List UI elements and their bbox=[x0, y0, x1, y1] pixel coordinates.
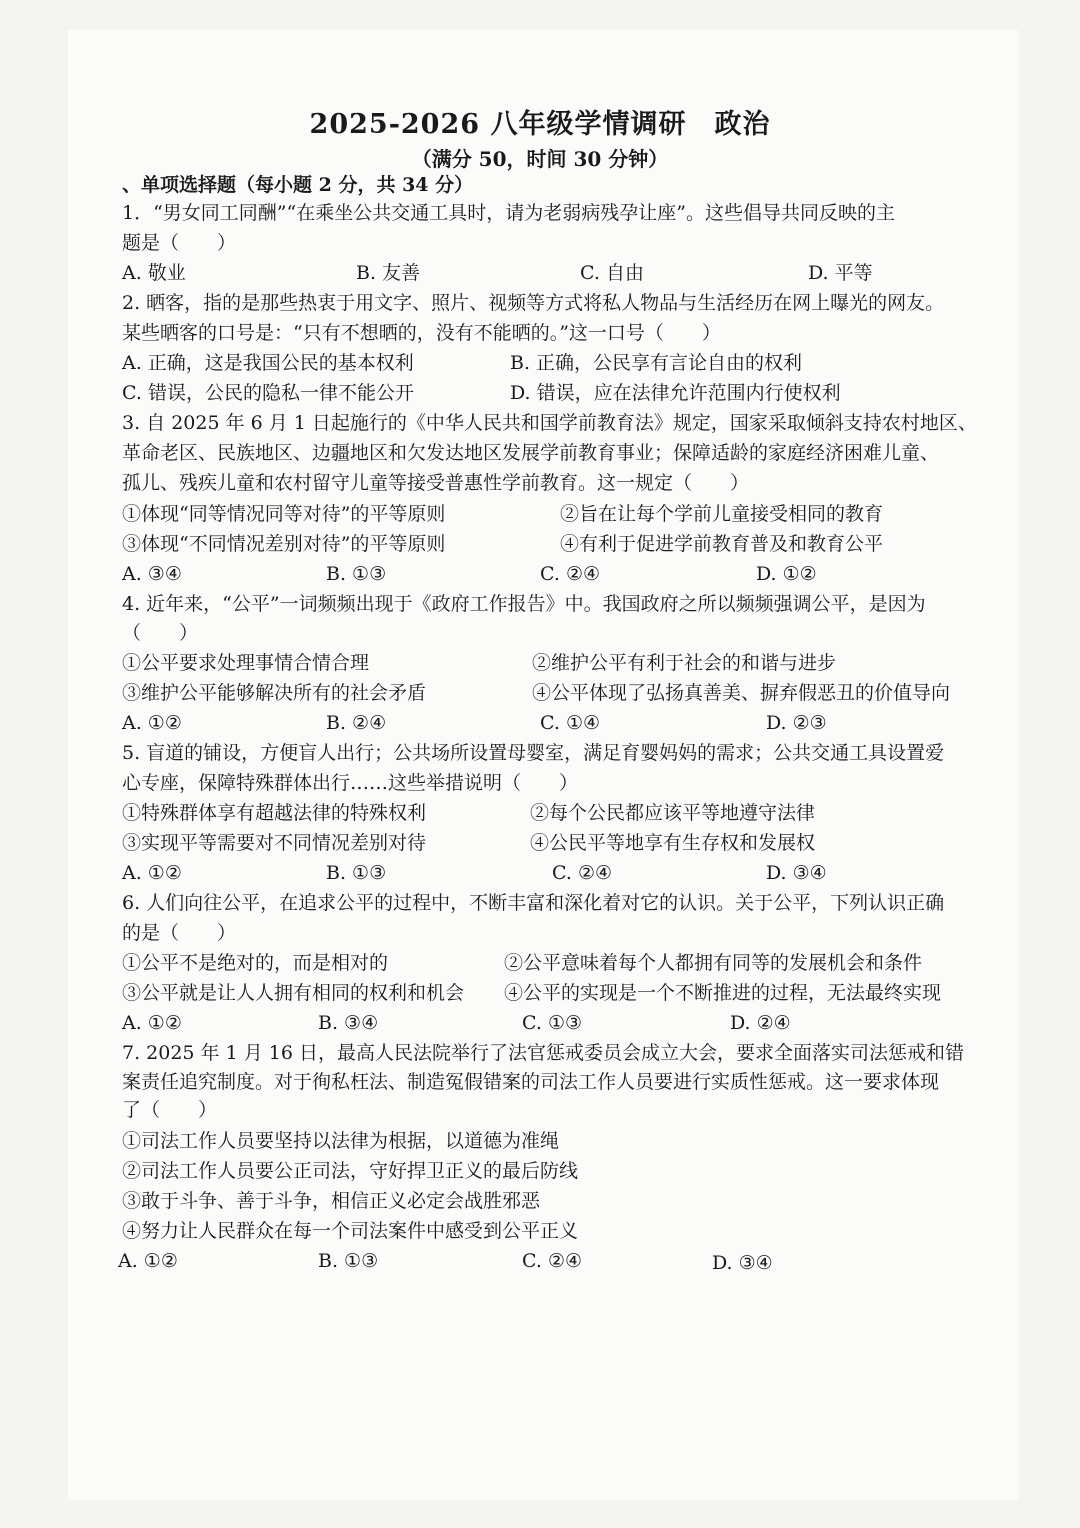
q5-option-2: ②每个公民都应该平等地遵守法律 bbox=[530, 802, 816, 824]
q4-option-2: ②维护公平有利于社会的和谐与进步 bbox=[532, 652, 837, 674]
q7-stem-line2: 案责任追究制度。对于徇私枉法、制造冤假错案的司法工作人员要进行实质性惩戒。这一要求体现 bbox=[122, 1071, 940, 1093]
exam-subtitle: （满分 50，时间 30 分钟） bbox=[411, 147, 669, 171]
q5-stem-line1: 5. 盲道的铺设，方便盲人出行；公共场所设置母婴室，满足育婴妈妈的需求；公共交通工具设置爱 bbox=[122, 742, 945, 764]
q6-choice-a: A. ①② bbox=[122, 1012, 182, 1034]
q4-stem-line1: 4. 近年来，“公平”一词频频出现于《政府工作报告》中。我国政府之所以频频强调公平，是因为 bbox=[122, 593, 926, 615]
q5-choice-a: A. ①② bbox=[122, 862, 182, 884]
q5-option-4: ④公民平等地享有生存权和发展权 bbox=[530, 832, 816, 854]
q5-choice-b: B. ①③ bbox=[326, 862, 387, 884]
q3-choice-d: D. ①② bbox=[756, 563, 817, 585]
section-heading: 、单项选择题（每小题 2 分，共 34 分） bbox=[122, 174, 474, 196]
q6-choice-b: B. ③④ bbox=[318, 1012, 379, 1034]
q2-stem-line2: 某些晒客的口号是：“只有不想晒的，没有不能晒的。”这一口号（ ） bbox=[122, 322, 721, 344]
q1-choice-b: B. 友善 bbox=[356, 262, 421, 284]
q5-stem-line2: 心专座，保障特殊群体出行……这些举措说明（ ） bbox=[122, 772, 579, 794]
q6-option-3: ③公平就是让人人拥有相同的权利和机会 bbox=[122, 982, 465, 1004]
q7-option-1: ①司法工作人员要坚持以法律为根据，以道德为准绳 bbox=[122, 1130, 560, 1152]
q3-choice-b: B. ①③ bbox=[326, 563, 387, 585]
q2-choice-d: D. 错误，应在法律允许范围内行使权利 bbox=[510, 382, 841, 404]
q4-option-3: ③维护公平能够解决所有的社会矛盾 bbox=[122, 682, 427, 704]
q2-choice-c: C. 错误，公民的隐私一律不能公开 bbox=[122, 382, 414, 404]
q2-choice-b: B. 正确，公民享有言论自由的权利 bbox=[510, 352, 803, 374]
q3-option-4: ④有利于促进学前教育普及和教育公平 bbox=[560, 533, 884, 555]
q1-choice-a: A. 敬业 bbox=[122, 262, 186, 284]
q7-choice-c: C. ②④ bbox=[522, 1250, 583, 1272]
q3-option-2: ②旨在让每个学前儿童接受相同的教育 bbox=[560, 503, 884, 525]
q6-choice-d: D. ②④ bbox=[730, 1012, 791, 1034]
q2-stem-line1: 2. 晒客，指的是那些热衷于用文字、照片、视频等方式将私人物品与生活经历在网上曝光的网友。 bbox=[122, 292, 945, 314]
q5-choice-d: D. ③④ bbox=[766, 862, 827, 884]
q6-choice-c: C. ①③ bbox=[522, 1012, 583, 1034]
q7-option-3: ③敢于斗争、善于斗争，相信正义必定会战胜邪恶 bbox=[122, 1190, 541, 1212]
q3-stem-line2: 革命老区、民族地区、边疆地区和欠发达地区发展学前教育事业；保障适龄的家庭经济困难儿童、 bbox=[122, 442, 940, 464]
q3-choice-a: A. ③④ bbox=[122, 563, 182, 585]
q6-stem-line1: 6. 人们向往公平，在追求公平的过程中，不断丰富和深化着对它的认识。关于公平，下列认识正确 bbox=[122, 892, 945, 914]
q5-option-3: ③实现平等需要对不同情况差别对待 bbox=[122, 832, 427, 854]
exam-title: 2025-2026 八年级学情调研 政治 bbox=[309, 109, 771, 140]
q7-option-2: ②司法工作人员要公正司法，守好捍卫正义的最后防线 bbox=[122, 1160, 579, 1182]
q7-choice-b: B. ①③ bbox=[318, 1250, 379, 1272]
q5-choice-c: C. ②④ bbox=[552, 862, 613, 884]
q1-choice-d: D. 平等 bbox=[808, 262, 873, 284]
q3-option-3: ③体现“不同情况差别对待”的平等原则 bbox=[122, 533, 446, 555]
q2-choice-a: A. 正确，这是我国公民的基本权利 bbox=[122, 352, 414, 374]
q4-option-1: ①公平要求处理事情合情合理 bbox=[122, 652, 370, 674]
q4-stem-line2: （ ） bbox=[122, 622, 199, 644]
q6-option-4: ④公平的实现是一个不断推进的过程，无法最终实现 bbox=[504, 982, 942, 1004]
q7-stem-line3: 了（ ） bbox=[122, 1099, 218, 1121]
q3-choice-c: C. ②④ bbox=[540, 563, 601, 585]
q7-choice-d: D. ③④ bbox=[712, 1252, 773, 1274]
q5-option-1: ①特殊群体享有超越法律的特殊权利 bbox=[122, 802, 427, 824]
q4-choice-a: A. ①② bbox=[122, 712, 182, 734]
q3-stem-line1: 3. 自 2025 年 6 月 1 日起施行的《中华人民共和国学前教育法》规定，国家采取倾斜支持农村地区、 bbox=[122, 412, 977, 434]
q6-stem-line2: 的是（ ） bbox=[122, 922, 237, 944]
q7-option-4: ④努力让人民群众在每一个司法案件中感受到公平正义 bbox=[122, 1220, 579, 1242]
q4-option-4: ④公平体现了弘扬真善美、摒弃假恶丑的价值导向 bbox=[532, 682, 951, 704]
q1-stem-line2: 题是（ ） bbox=[122, 232, 237, 254]
q3-option-1: ①体现“同等情况同等对待”的平等原则 bbox=[122, 503, 446, 525]
q6-option-1: ①公平不是绝对的，而是相对的 bbox=[122, 952, 389, 974]
q7-choice-a: A. ①② bbox=[118, 1250, 178, 1272]
q4-choice-d: D. ②③ bbox=[766, 712, 827, 734]
q4-choice-b: B. ②④ bbox=[326, 712, 387, 734]
q3-stem-line3: 孤儿、残疾儿童和农村留守儿童等接受普惠性学前教育。这一规定（ ） bbox=[122, 472, 750, 494]
q1-stem-line1: 1．“男女同工同酬”“在乘坐公共交通工具时，请为老弱病残孕让座”。这些倡导共同反映的主 bbox=[122, 202, 895, 224]
q7-stem-line1: 7. 2025 年 1 月 16 日，最高人民法院举行了法官惩戒委员会成立大会，要求全面落实司法惩戒和错 bbox=[122, 1042, 964, 1064]
q1-choice-c: C. 自由 bbox=[580, 262, 644, 284]
q6-option-2: ②公平意味着每个人都拥有同等的发展机会和条件 bbox=[504, 952, 923, 974]
q4-choice-c: C. ①④ bbox=[540, 712, 601, 734]
